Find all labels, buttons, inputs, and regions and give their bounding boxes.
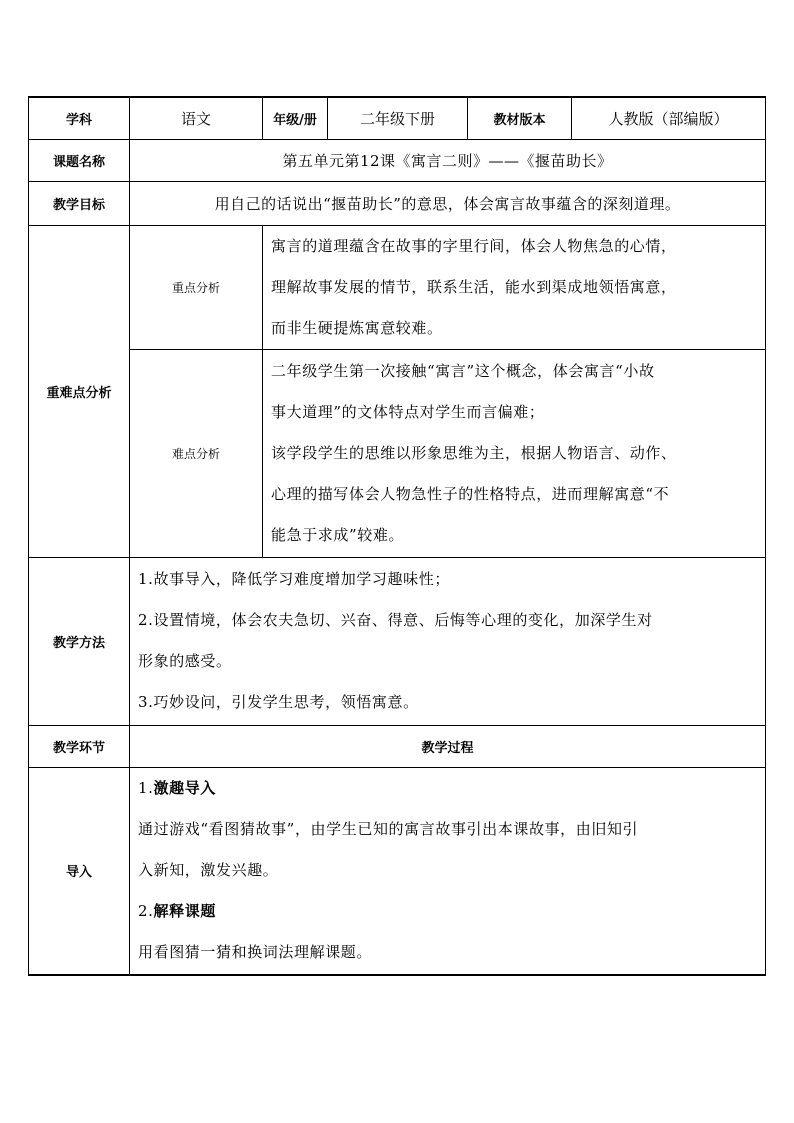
intro-text bbox=[130, 767, 766, 975]
text-line: 二年级学生第一次接触“寓言”这个概念，体会寓言“小故 bbox=[271, 361, 655, 380]
process-header-row bbox=[29, 725, 766, 767]
step-heading: 1.激趣导入 bbox=[138, 779, 216, 798]
step-heading: 2.解释课题 bbox=[138, 902, 216, 921]
intro-row bbox=[29, 767, 766, 975]
intro-label: 导入 bbox=[29, 767, 130, 975]
goal-row bbox=[29, 181, 766, 225]
subject-label: 学科 bbox=[29, 97, 130, 139]
text-line: 该学段学生的思维以形象思维为主，根据人物语言、动作、 bbox=[271, 443, 677, 462]
edition-value: 人教版（部编版） bbox=[572, 97, 766, 139]
grade-label: 年级/册 bbox=[263, 97, 328, 139]
text-line: 心理的描写体会人物急性子的性格特点，进而理解寓意“不 bbox=[271, 484, 670, 503]
text-line: 1.故事导入，降低学习难度增加学习趣味性； bbox=[138, 570, 450, 588]
key-analysis-text bbox=[263, 225, 766, 349]
method-row bbox=[29, 557, 766, 725]
topic-row bbox=[29, 139, 766, 181]
text-line: 3.巧妙设问，引发学生思考，领悟寓意。 bbox=[138, 693, 419, 711]
text-line: 事大道理”的文体特点对学生而言偏难； bbox=[271, 402, 545, 421]
goal-label: 教学目标 bbox=[29, 181, 130, 225]
topic-value: 第五单元第12课《寓言二则》——《揠苗助长》 bbox=[130, 139, 766, 181]
difficulty-analysis-text bbox=[263, 349, 766, 557]
text-line: 用看图猜一猜和换词法理解课题。 bbox=[138, 943, 373, 962]
text-line: 2.设置情境，体会农夫急切、兴奋、得意、后悔等心理的变化，加深学生对 bbox=[138, 611, 653, 629]
text-line: 通过游戏“看图猜故事”，由学生已知的寓言故事引出本课故事，由旧知引 bbox=[138, 820, 639, 839]
topic-label: 课题名称 bbox=[29, 139, 130, 181]
analysis-label: 重难点分析 bbox=[29, 225, 130, 557]
key-analysis-row bbox=[29, 225, 766, 349]
method-label: 教学方法 bbox=[29, 557, 130, 725]
method-text bbox=[130, 557, 766, 725]
process-title: 教学过程 bbox=[130, 725, 766, 767]
text-line: 而非生硬提炼寓意较难。 bbox=[271, 318, 443, 337]
lesson-plan-table bbox=[28, 96, 766, 976]
text-line: 入新知，激发兴趣。 bbox=[138, 861, 279, 880]
text-line: 能急于求成”较难。 bbox=[271, 525, 405, 544]
key-analysis-label: 重点分析 bbox=[130, 225, 263, 349]
difficulty-analysis-label: 难点分析 bbox=[130, 349, 263, 557]
text-line: 寓言的道理蕴含在故事的字里行间，体会人物焦急的心情， bbox=[271, 236, 677, 255]
difficulty-analysis-row bbox=[29, 349, 766, 557]
text-line: 理解故事发展的情节，联系生活，能水到渠成地领悟寓意， bbox=[271, 277, 677, 296]
header-row bbox=[29, 97, 766, 139]
goal-value: 用自己的话说出“揠苗助长”的意思，体会寓言故事蕴含的深刻道理。 bbox=[130, 181, 766, 225]
process-stage-label: 教学环节 bbox=[29, 725, 130, 767]
subject-value: 语文 bbox=[130, 97, 263, 139]
edition-label: 教材版本 bbox=[468, 97, 572, 139]
grade-value: 二年级下册 bbox=[328, 97, 468, 139]
text-line: 形象的感受。 bbox=[138, 652, 232, 670]
